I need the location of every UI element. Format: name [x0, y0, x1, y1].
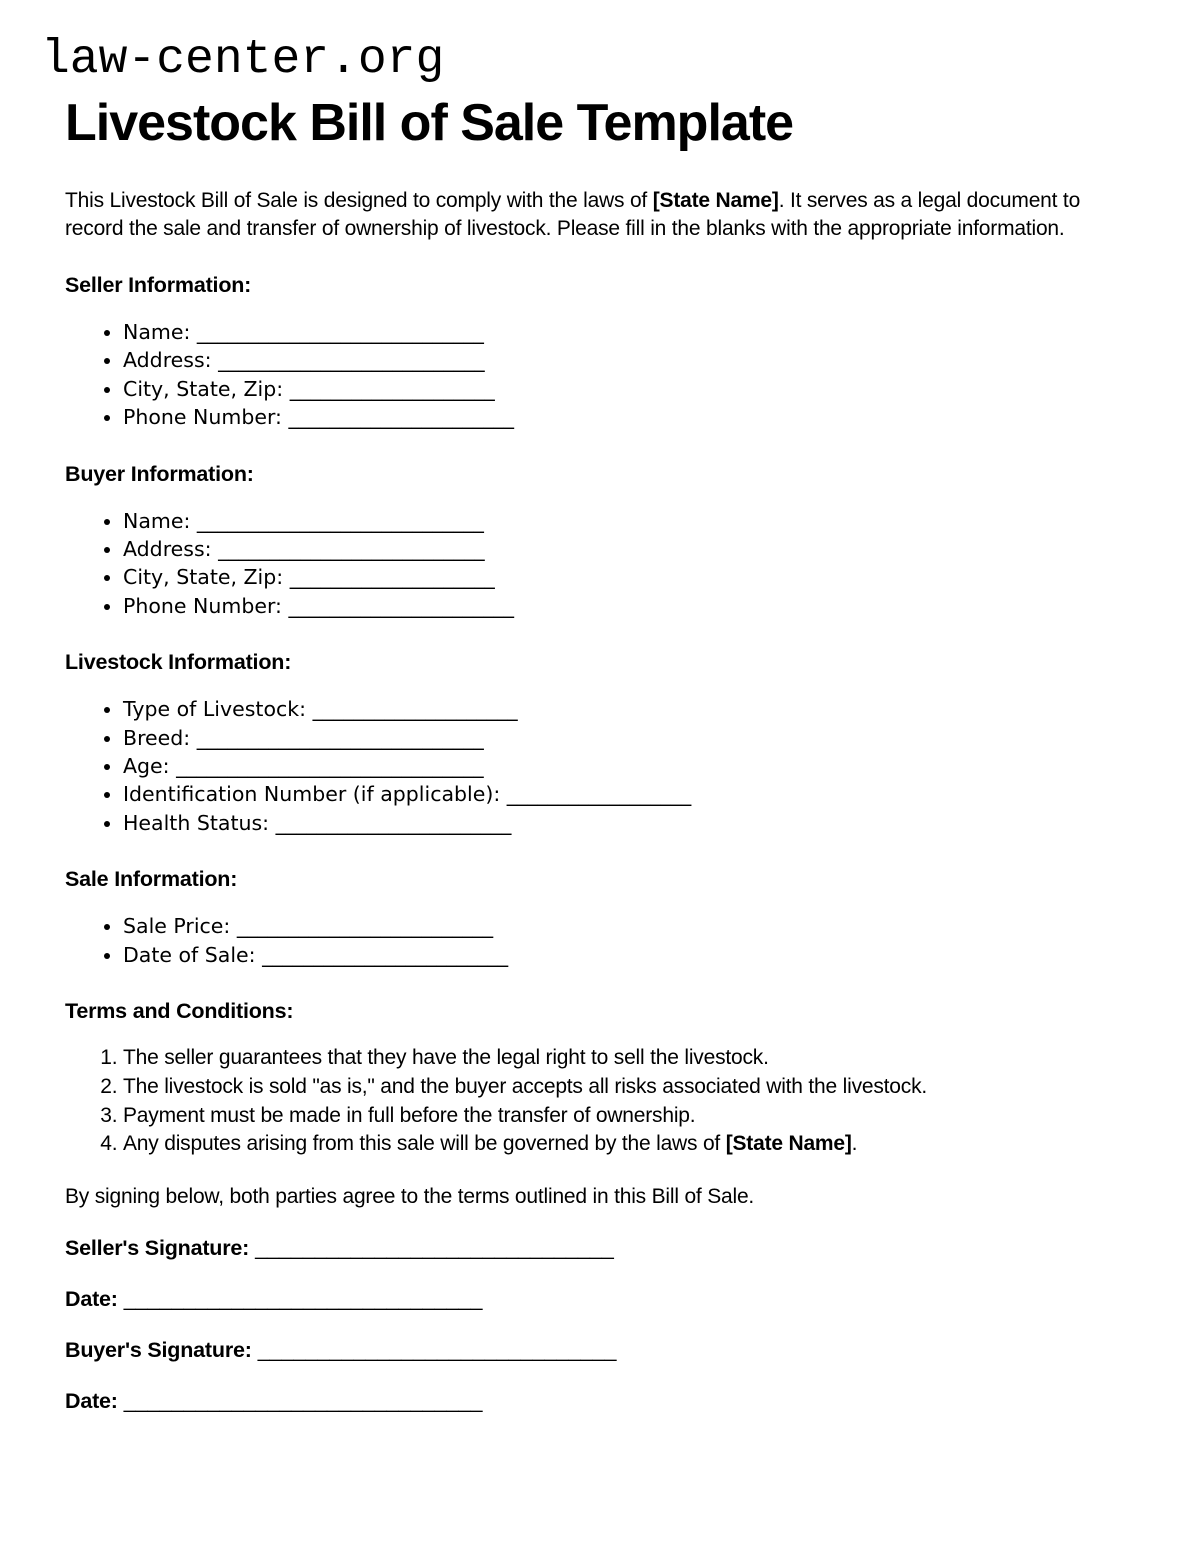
field-seller-phone	[123, 403, 1125, 431]
buyer-field-list	[65, 507, 1125, 621]
term-text-after: .	[851, 1132, 858, 1156]
field-label: Address:	[123, 348, 212, 373]
field-label: Name:	[123, 319, 191, 344]
field-buyer-address	[123, 535, 1125, 563]
field-label: Breed:	[123, 725, 191, 750]
field-buyer-city-state-zip	[123, 563, 1125, 591]
field-label: Health Status:	[123, 810, 270, 835]
field-label: Type of Livestock:	[123, 697, 307, 722]
field-label: Identification Number (if applicable):	[123, 782, 501, 807]
section-heading-livestock-information: Livestock Information:	[65, 650, 292, 675]
field-label: Age:	[123, 754, 170, 779]
field-seller-name	[123, 318, 1125, 346]
field-seller-address	[123, 346, 1125, 374]
signature-blank-line: ______________________________	[257, 1338, 617, 1363]
term-text: The seller guarantees that they have the legal right to sell the livestock.	[123, 1046, 769, 1070]
blank-line: ______________________________	[176, 754, 484, 779]
term-item-3	[123, 1102, 1125, 1131]
date-label: Date:	[65, 1287, 118, 1312]
field-sale-price	[123, 912, 1125, 940]
state-name-placeholder: [State Name]	[652, 188, 779, 212]
field-seller-city-state-zip	[123, 375, 1125, 403]
signature-blank-line: ______________________________	[255, 1236, 614, 1261]
site-logo: law-center.org	[41, 33, 445, 87]
section-heading-sale-information: Sale Information:	[65, 867, 238, 892]
term-item-4	[123, 1130, 1125, 1159]
field-label: Sale Price:	[123, 914, 231, 939]
field-label: Phone Number:	[123, 405, 282, 430]
blank-line: ______________________	[288, 593, 514, 618]
blank-line: __________________________	[218, 348, 485, 373]
intro-text-before: This Livestock Bill of Sale is designed to comply with the laws of	[65, 188, 653, 212]
field-sale-date	[123, 941, 1125, 969]
field-livestock-age	[123, 752, 1125, 780]
field-label: City, State, Zip:	[123, 565, 284, 590]
field-livestock-breed	[123, 724, 1125, 752]
terms-list	[65, 1044, 1125, 1159]
blank-line: ______________________	[288, 405, 514, 430]
buyer-date-line	[65, 1387, 1125, 1415]
state-name-placeholder: [State Name]	[725, 1132, 852, 1156]
date-label: Date:	[65, 1389, 118, 1414]
section-heading-terms-and-conditions: Terms and Conditions:	[65, 999, 294, 1024]
field-label: Name:	[123, 508, 191, 533]
blank-line: ____________________________	[196, 508, 484, 533]
blank-line: _________________________	[236, 914, 494, 939]
blank-line: ____________________	[312, 697, 518, 722]
blank-line: __________________	[506, 782, 692, 807]
blank-line: __________________________	[218, 536, 485, 561]
section-heading-seller-information: Seller Information:	[65, 272, 252, 297]
term-text: Any disputes arising from this sale will be governed by the laws of	[123, 1132, 726, 1156]
intro-paragraph	[65, 187, 1125, 243]
term-text: Payment must be made in full before the transfer of ownership.	[123, 1103, 696, 1127]
signature-label: Seller's Signature:	[65, 1236, 250, 1261]
field-label: Date of Sale:	[123, 942, 256, 967]
blank-line: ____________________	[289, 376, 495, 401]
blank-line: ____________________________	[196, 319, 484, 344]
blank-line: ____________________________	[196, 725, 484, 750]
blank-line: _______________________	[275, 810, 512, 835]
term-item-2	[123, 1073, 1125, 1102]
term-text: The livestock is sold "as is," and the buyer accepts all risks associated with the livestock.	[123, 1074, 927, 1098]
seller-date-line	[65, 1285, 1125, 1313]
blank-line: ________________________	[262, 942, 509, 967]
livestock-field-list	[65, 695, 1125, 837]
field-livestock-id-number	[123, 780, 1125, 808]
sale-field-list	[65, 912, 1125, 969]
seller-signature-line	[65, 1234, 1125, 1262]
intro-text-after: . It serves as a legal document to record the sale and transfer of ownership of livestock. Please fill in the blanks with the appropriate information.	[65, 188, 1081, 240]
signature-label: Buyer's Signature:	[65, 1338, 252, 1363]
field-livestock-health-status	[123, 809, 1125, 837]
seller-field-list	[65, 318, 1125, 432]
closing-paragraph: By signing below, both parties agree to the terms outlined in this Bill of Sale.	[65, 1185, 755, 1209]
date-blank-line: ______________________________	[123, 1287, 483, 1312]
field-buyer-phone	[123, 592, 1125, 620]
field-label: City, State, Zip:	[123, 376, 284, 401]
field-livestock-type	[123, 695, 1125, 723]
section-heading-buyer-information: Buyer Information:	[65, 461, 254, 486]
term-item-1	[123, 1044, 1125, 1073]
document-title: Livestock Bill of Sale Template	[65, 93, 794, 152]
date-blank-line: ______________________________	[123, 1389, 483, 1414]
field-label: Address:	[123, 536, 212, 561]
field-buyer-name	[123, 507, 1125, 535]
blank-line: ____________________	[289, 565, 495, 590]
field-label: Phone Number:	[123, 593, 282, 618]
buyer-signature-line	[65, 1336, 1125, 1364]
